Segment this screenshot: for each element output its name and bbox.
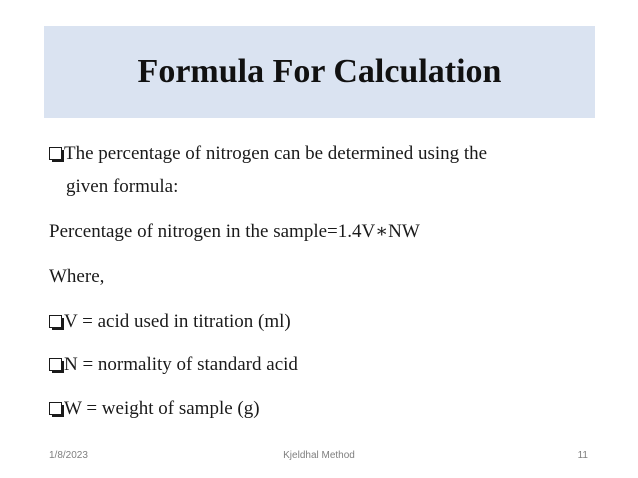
where-label: Where, <box>49 266 105 287</box>
footer-title: Kjeldhal Method <box>283 450 355 461</box>
square-bullet-icon <box>49 402 62 415</box>
slide-title: Formula For Calculation <box>137 53 502 90</box>
definition-text-n: N = normality of standard acid <box>64 354 298 375</box>
bullet-item-intro <box>49 143 487 165</box>
title-band <box>44 26 595 118</box>
definition-text-w: W = weight of sample (g) <box>64 398 260 419</box>
bullet-text-intro-line-2: given formula: <box>66 176 179 197</box>
formula-text: Percentage of nitrogen in the sample=1.4V∗NW <box>49 221 420 242</box>
definition-item-w <box>49 398 260 420</box>
definition-item-n <box>49 354 298 376</box>
square-bullet-icon <box>49 147 62 160</box>
footer-date: 1/8/2023 <box>49 450 88 461</box>
definition-text-v: V = acid used in titration (ml) <box>64 311 291 332</box>
bullet-text-intro-line-1: The percentage of nitrogen can be determined using the <box>64 143 488 164</box>
square-bullet-icon <box>49 358 62 371</box>
footer-page-number: 11 <box>577 450 588 461</box>
definition-item-v <box>49 311 291 333</box>
square-bullet-icon <box>49 315 62 328</box>
